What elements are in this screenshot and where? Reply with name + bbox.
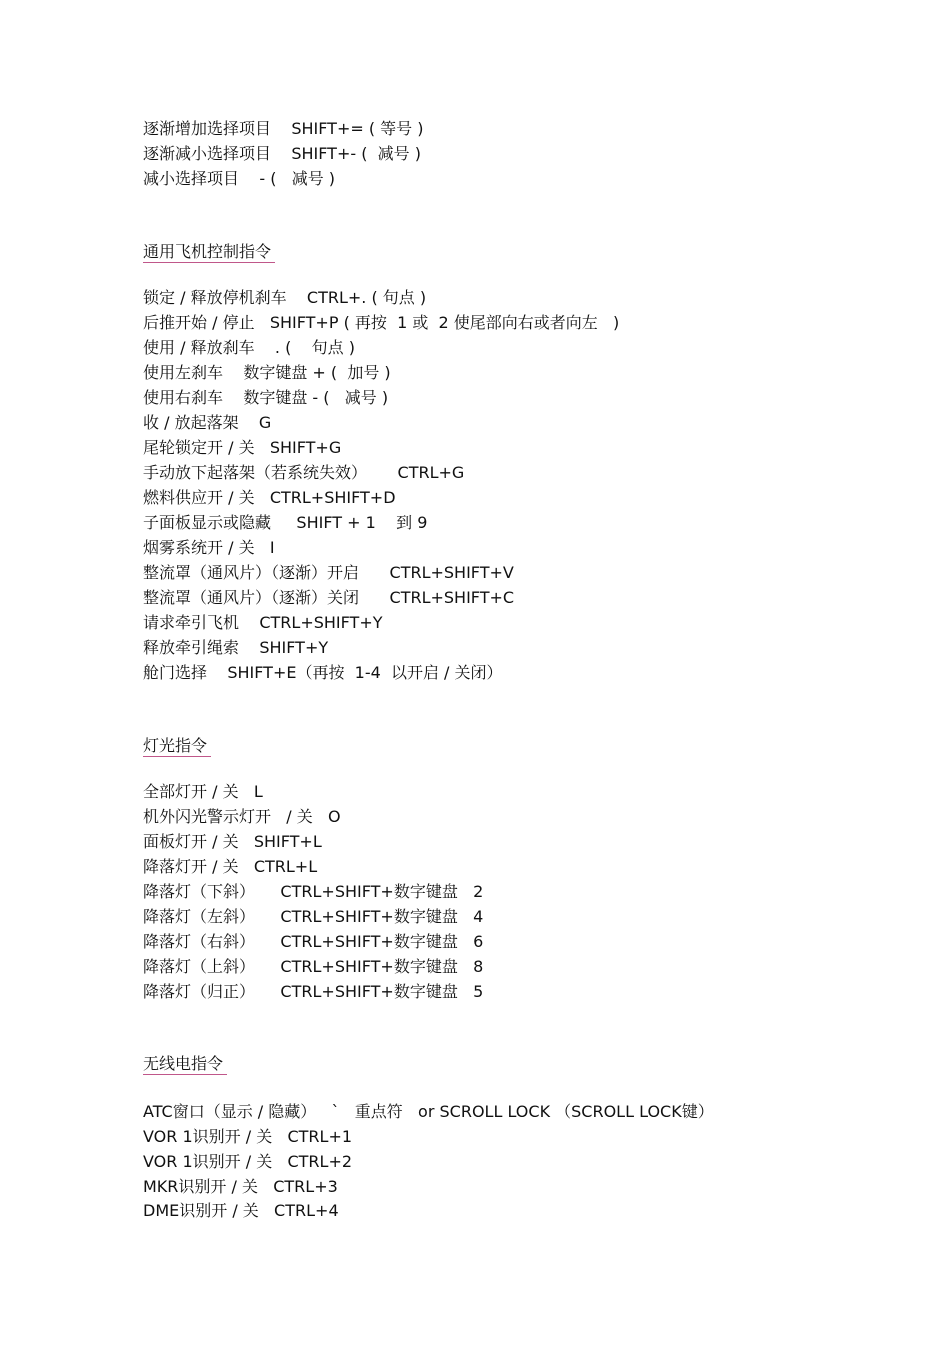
list-item: 使用 / 释放刹车 . ( 句点 ) — [143, 338, 355, 357]
list-item: VOR 1识别开 / 关 CTRL+1 — [143, 1127, 353, 1146]
list-item: 舱门选择 SHIFT+E（再按 1-4 以开启 / 关闭） — [143, 663, 503, 682]
section-heading-aircraft-control: 通用飞机控制指令 — [143, 242, 275, 263]
list-item: VOR 1识别开 / 关 CTRL+2 — [143, 1152, 353, 1171]
list-item: 降落灯（归正） CTRL+SHIFT+数字键盘 5 — [143, 982, 484, 1001]
list-item: 烟雾系统开 / 关 I — [143, 538, 275, 557]
list-item: 降落灯（左斜） CTRL+SHIFT+数字键盘 4 — [143, 907, 484, 926]
list-item: ATC窗口（显示 / 隐藏） ` 重点符 or SCROLL LOCK （SCROLL LOCK键） — [143, 1102, 714, 1121]
list-item: 面板灯开 / 关 SHIFT+L — [143, 832, 322, 851]
list-item: 释放牵引绳索 SHIFT+Y — [143, 638, 329, 657]
list-item: 降落灯开 / 关 CTRL+L — [143, 857, 318, 876]
section-heading-lights: 灯光指令 — [143, 736, 211, 757]
list-item: 锁定 / 释放停机刹车 CTRL+. ( 句点 ) — [143, 288, 427, 307]
list-item: 降落灯（下斜） CTRL+SHIFT+数字键盘 2 — [143, 882, 484, 901]
section-heading-radio: 无线电指令 — [143, 1054, 227, 1075]
list-item: 使用右刹车 数字键盘 - ( 减号 ) — [143, 388, 389, 407]
list-item: 请求牵引飞机 CTRL+SHIFT+Y — [143, 613, 383, 632]
list-item: 整流罩（通风片）（逐渐）开启 CTRL+SHIFT+V — [143, 563, 514, 582]
list-item: 收 / 放起落架 G — [143, 413, 272, 432]
list-item: 后推开始 / 停止 SHIFT+P ( 再按 1 或 2 使尾部向右或者向左 ) — [143, 313, 620, 332]
list-item: 全部灯开 / 关 L — [143, 782, 263, 801]
list-item: 机外闪光警示灯开 / 关 O — [143, 807, 341, 826]
list-item: 降落灯（上斜） CTRL+SHIFT+数字键盘 8 — [143, 957, 484, 976]
list-item: 使用左刹车 数字键盘 + ( 加号 ) — [143, 363, 391, 382]
intro-line: 逐渐减小选择项目 SHIFT+- ( 减号 ) — [143, 144, 421, 163]
list-item: 整流罩（通风片）（逐渐）关闭 CTRL+SHIFT+C — [143, 588, 515, 607]
list-item: 手动放下起落架（若系统失效） CTRL+G — [143, 463, 465, 482]
list-item: 降落灯（右斜） CTRL+SHIFT+数字键盘 6 — [143, 932, 484, 951]
list-item: 子面板显示或隐藏 SHIFT + 1 到 9 — [143, 513, 428, 532]
intro-line: 减小选择项目 - ( 减号 ) — [143, 169, 336, 188]
list-item: MKR识别开 / 关 CTRL+3 — [143, 1177, 338, 1196]
intro-line: 逐渐增加选择项目 SHIFT+= ( 等号 ) — [143, 119, 424, 138]
list-item: 尾轮锁定开 / 关 SHIFT+G — [143, 438, 342, 457]
list-item: DME识别开 / 关 CTRL+4 — [143, 1201, 339, 1220]
list-item: 燃料供应开 / 关 CTRL+SHIFT+D — [143, 488, 396, 507]
